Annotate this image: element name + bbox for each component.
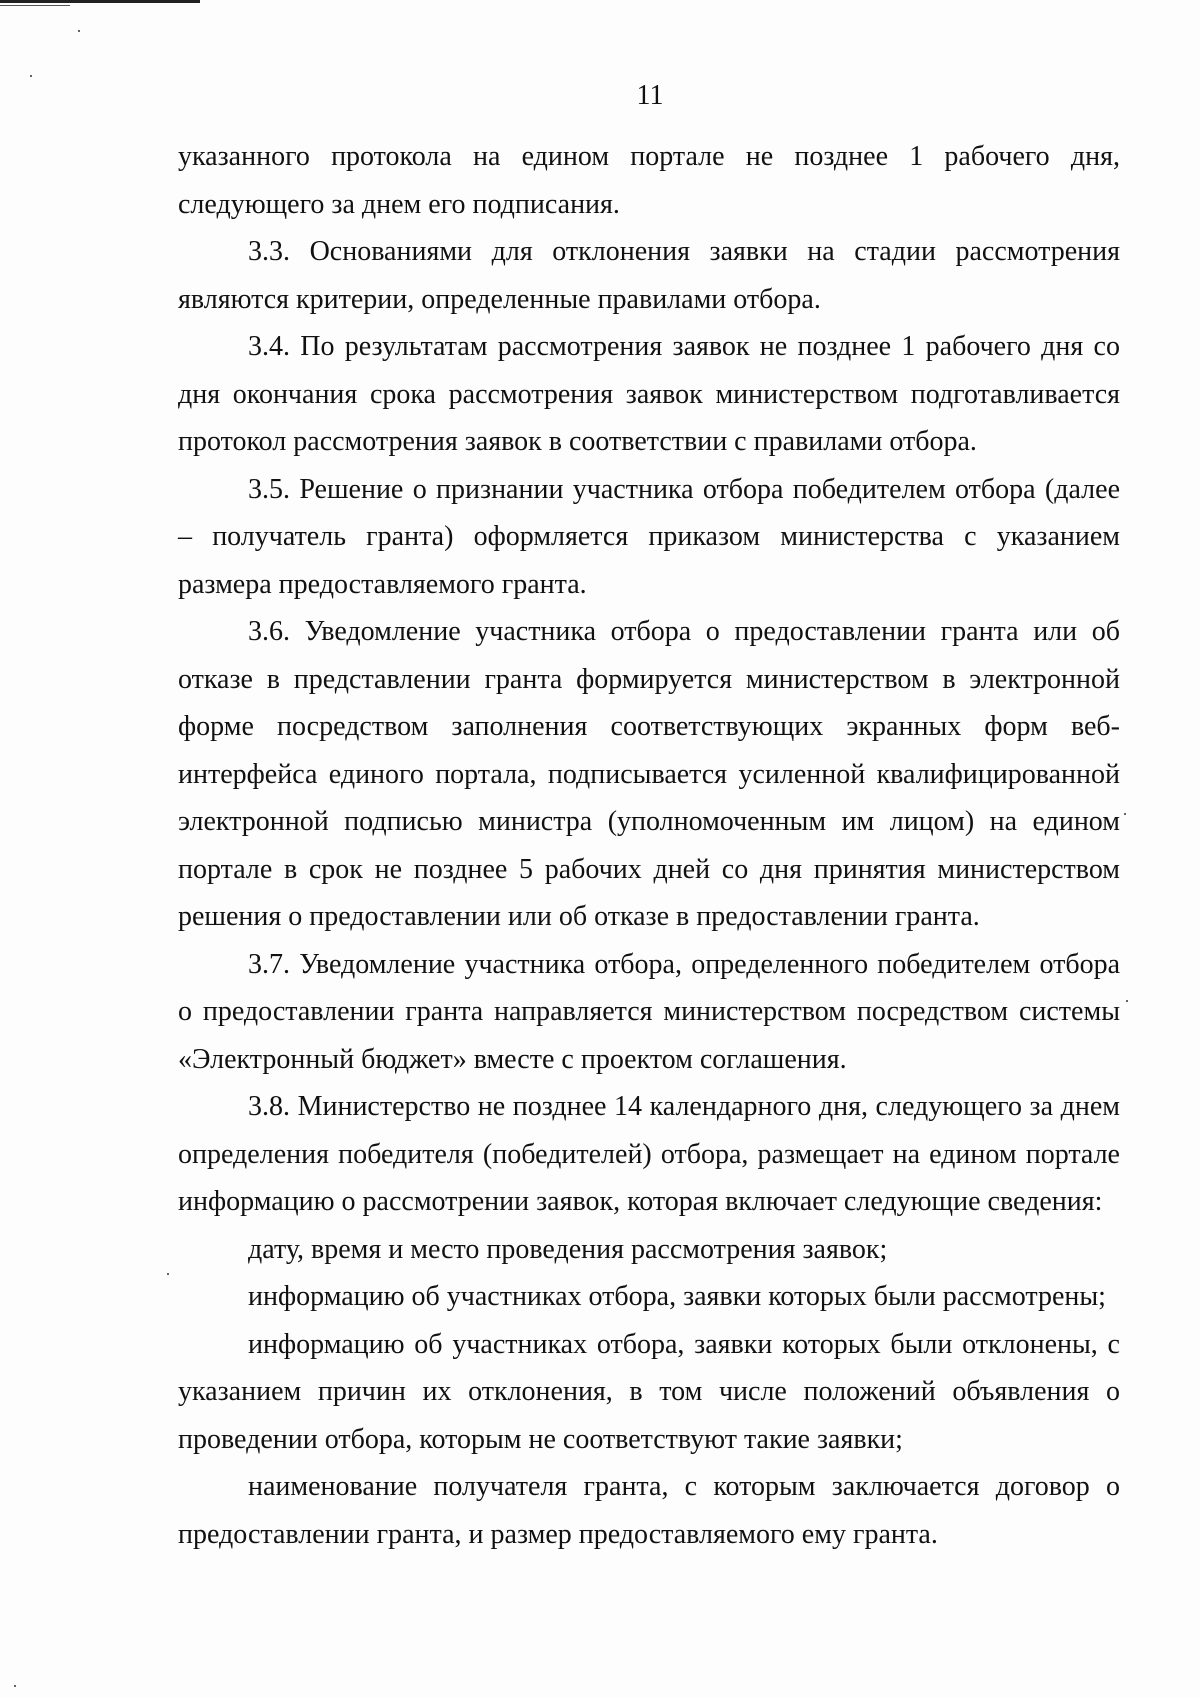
paragraph-continuation: указанного протокола на едином портале не позднее 1 рабочего дня, следующего за днем его подписания. [178, 141, 1120, 220]
scan-speck [78, 30, 80, 32]
document-body [178, 133, 1120, 1558]
scan-edge-line [0, 0, 200, 3]
list-item-rejected-participants: информацию об участниках отбора, заявки которых были отклонены, с указанием причин их отклонения, в том числе положений объявления о проведении отбора, которым не соответствуют такие заявки; [178, 1328, 1120, 1455]
scan-speck [1126, 1000, 1128, 1002]
list-item-grant-recipient: наименование получателя гранта, с которым заключается договор о предоставлении гранта, и размер предоставляемого ему гранта. [178, 1471, 1120, 1550]
scan-edge-line-thin [0, 5, 70, 6]
paragraph-3-5: 3.5. Решение о признании участника отбора победителем отбора (далее – получатель гранта) оформляется приказом министерства с указанием размера предоставляемого гранта. [178, 473, 1120, 600]
paragraph-3-7: 3.7. Уведомление участника отбора, определенного победителем отбора о предоставлении гранта направляется министерством посредством системы «Электронный бюджет» вместе с проектом соглашения. [178, 948, 1120, 1075]
scan-speck [1124, 813, 1126, 815]
paragraph-3-6: 3.6. Уведомление участника отбора о предоставлении гранта или об отказе в представлении гранта формируется министерством в электронной форме посредством заполнения соответствующих экранных форм веб-интерфейса единого портала, подписывается усиленной квалифицированной электронной подписью министра (уполномоченным им лицом) на едином портале в срок не позднее 5 рабочих дней со дня принятия министерством решения о предоставлении или об отказе в предоставлении гранта. [178, 616, 1120, 932]
scan-speck [14, 1685, 16, 1687]
list-item-reviewed-participants: информацию об участниках отбора, заявки которых были рассмотрены; [248, 1281, 1106, 1312]
paragraph-3-3: 3.3. Основаниями для отклонения заявки на стадии рассмотрения являются критерии, определенные правилами отбора. [178, 236, 1120, 315]
list-item-date-time-place: дату, время и место проведения рассмотрения заявок; [248, 1233, 888, 1265]
paragraph-3-8: 3.8. Министерство не позднее 14 календарного дня, следующего за днем определения победителя (победителей) отбора, размещает на едином портале информацию о рассмотрении заявок, которая включает следующие сведения: [178, 1091, 1120, 1217]
scan-speck [167, 1273, 169, 1275]
scan-speck [30, 75, 32, 77]
page-number: 11 [636, 80, 664, 111]
paragraph-3-4: 3.4. По результатам рассмотрения заявок не позднее 1 рабочего дня со дня окончания срока рассмотрения заявок министерством подготавливается протокол рассмотрения заявок в соответствии с правилами отбора. [178, 331, 1120, 457]
